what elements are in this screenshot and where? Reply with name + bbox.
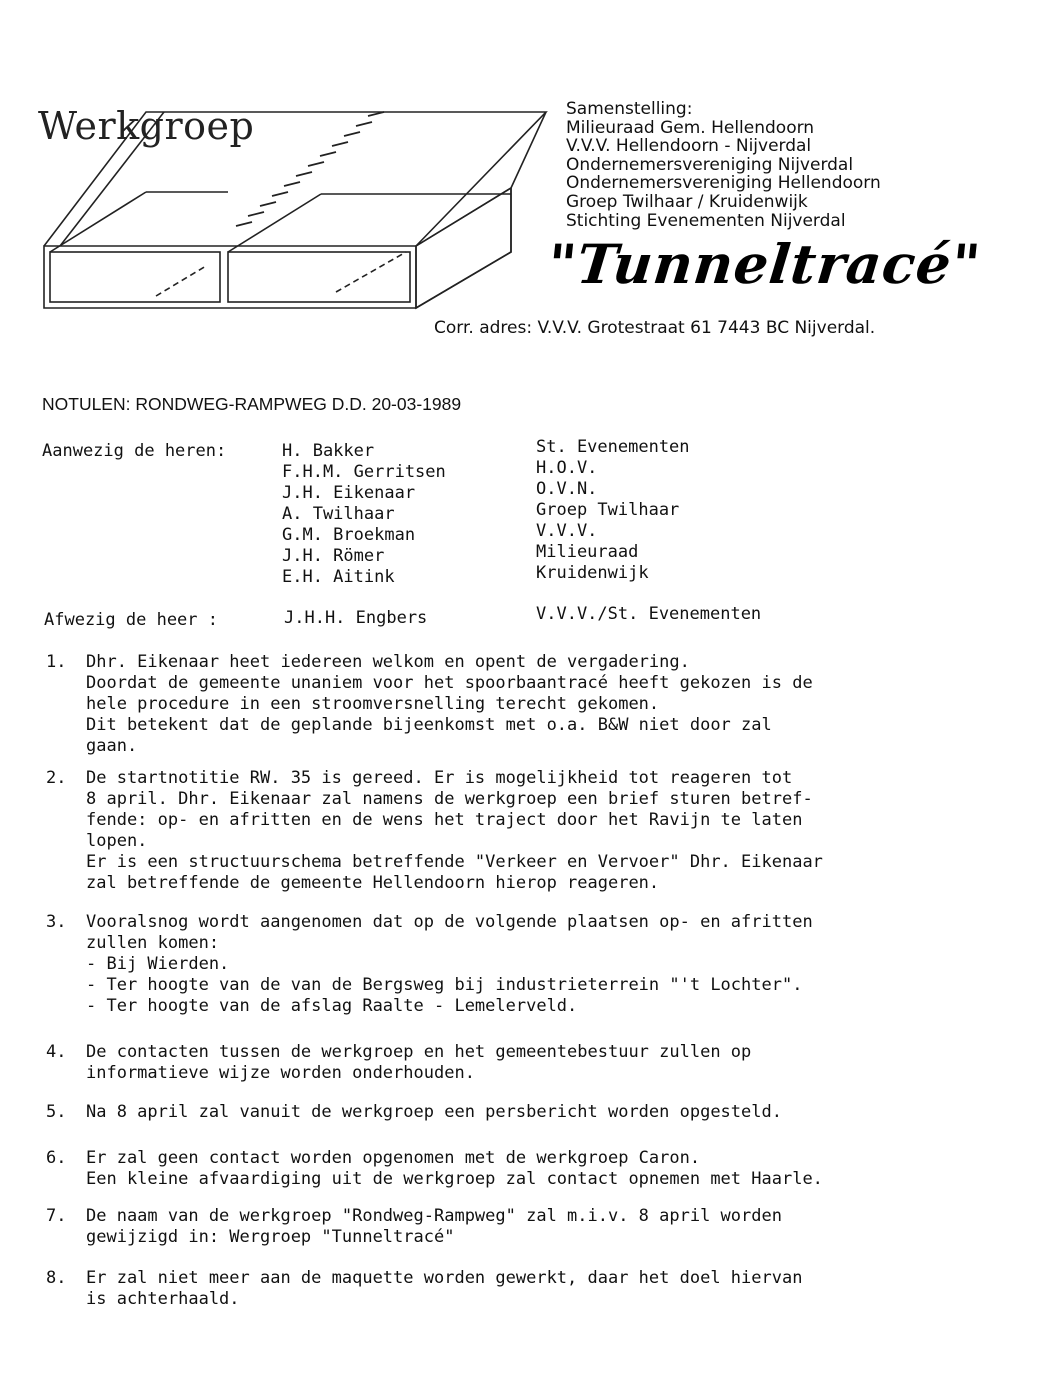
composition-heading: Samenstelling: <box>566 99 693 119</box>
item-line: informatieve wijze worden onderhouden. <box>86 1063 475 1083</box>
attendee-org: Kruidenwijk <box>536 563 649 583</box>
composition-member: Groep Twilhaar / Kruidenwijk <box>566 191 808 212</box>
composition-member: V.V.V. Hellendoorn - Nijverdal <box>566 136 812 157</box>
attendee-org: V.V.V. <box>536 521 598 541</box>
item-line: Na 8 april zal vanuit de werkgroep een persbericht worden opgesteld. <box>86 1102 782 1122</box>
item-line: Een kleine afvaardiging uit de werkgroep zal contact opnemen met Haarle. <box>86 1169 823 1189</box>
item-line: De contacten tussen de werkgroep en het gemeentebestuur zullen op <box>86 1042 752 1062</box>
attendee-org: St. Evenementen <box>536 437 690 457</box>
present-label: Aanwezig de heren: <box>42 441 227 461</box>
item-line: gewijzigd in: Wergroep "Tunneltracé" <box>86 1227 455 1247</box>
item-line: Vooralsnog wordt aangenomen dat op de volgende plaatsen op- en afritten <box>86 912 813 932</box>
item-line: - Ter hoogte van de van de Bergsweg bij industrieterrein "'t Lochter". <box>86 975 803 995</box>
composition-member: Ondernemersvereniging Hellendoorn <box>566 173 881 194</box>
absentee-org: V.V.V./St. Evenementen <box>536 604 762 624</box>
item-number: 6. <box>46 1148 67 1168</box>
brand-name: "Tunneltracé" <box>544 232 985 296</box>
tunnel-logo-icon <box>36 96 556 326</box>
absentee-name: J.H.H. Engbers <box>284 608 428 628</box>
item-number: 4. <box>46 1042 67 1062</box>
attendee-name: E.H. Aitink <box>282 567 395 587</box>
item-line: lopen. <box>86 831 148 851</box>
item-line: Doordat de gemeente unaniem voor het spoorbaantracé heeft gekozen is de <box>86 673 813 693</box>
attendee-org: O.V.N. <box>536 479 598 499</box>
attendee-name: J.H. Eikenaar <box>282 483 416 503</box>
item-number: 3. <box>46 912 67 932</box>
attendee-org: Groep Twilhaar <box>536 500 680 520</box>
attendee-name: A. Twilhaar <box>282 504 395 524</box>
item-line: 8 april. Dhr. Eikenaar zal namens de werkgroep een brief sturen betref- <box>86 789 813 809</box>
attendee-name: J.H. Römer <box>282 546 385 566</box>
composition-member: Milieuraad Gem. Hellendoorn <box>566 117 815 138</box>
item-line: - Ter hoogte van de afslag Raalte - Lemelerveld. <box>86 996 578 1016</box>
item-line: Er zal niet meer aan de maquette worden gewerkt, daar het doel hiervan <box>86 1268 803 1288</box>
item-line: zal betreffende de gemeente Hellendoorn hierop reageren. <box>86 873 660 893</box>
attendee-name: H. Bakker <box>282 441 375 461</box>
item-number: 2. <box>46 768 67 788</box>
logo-wordmark: Werkgroep <box>38 104 255 148</box>
item-line: gaan. <box>86 736 138 756</box>
item-line: Dhr. Eikenaar heet iedereen welkom en opent de vergadering. <box>86 652 690 672</box>
composition-member: Ondernemersvereniging Nijverdal <box>566 154 854 175</box>
item-number: 1. <box>46 652 67 672</box>
composition-block <box>566 100 1006 230</box>
absent-label: Afwezig de heer : <box>44 610 218 630</box>
attendee-org: H.O.V. <box>536 458 598 478</box>
item-line: is achterhaald. <box>86 1289 240 1309</box>
item-line: fende: op- en afritten en de wens het traject door het Ravijn te laten <box>86 810 803 830</box>
attendee-org: Milieuraad <box>536 542 639 562</box>
item-line: zullen komen: <box>86 933 220 953</box>
item-number: 7. <box>46 1206 67 1226</box>
minutes-title: NOTULEN: RONDWEG-RAMPWEG D.D. 20-03-1989 <box>42 394 462 414</box>
composition-member: Stichting Evenementen Nijverdal <box>566 210 846 231</box>
attendee-name: F.H.M. Gerritsen <box>282 462 446 482</box>
attendee-name: G.M. Broekman <box>282 525 416 545</box>
item-number: 8. <box>46 1268 67 1288</box>
item-line: De startnotitie RW. 35 is gereed. Er is mogelijkheid tot reageren tot <box>86 768 793 788</box>
item-line: De naam van de werkgroep "Rondweg-Rampweg" zal m.i.v. 8 april worden <box>86 1206 782 1226</box>
item-line: Er zal geen contact worden opgenomen met de werkgroep Caron. <box>86 1148 701 1168</box>
item-line: Er is een structuurschema betreffende "Verkeer en Vervoer" Dhr. Eikenaar <box>86 852 823 872</box>
item-line: Dit betekent dat de geplande bijeenkomst met o.a. B&W niet door zal <box>86 715 772 735</box>
correspondence-address: Corr. adres: V.V.V. Grotestraat 61 7443 BC Nijverdal. <box>434 318 876 338</box>
item-line: - Bij Wierden. <box>86 954 230 974</box>
item-number: 5. <box>46 1102 67 1122</box>
item-line: hele procedure in een stroomversnelling terecht gekomen. <box>86 694 660 714</box>
